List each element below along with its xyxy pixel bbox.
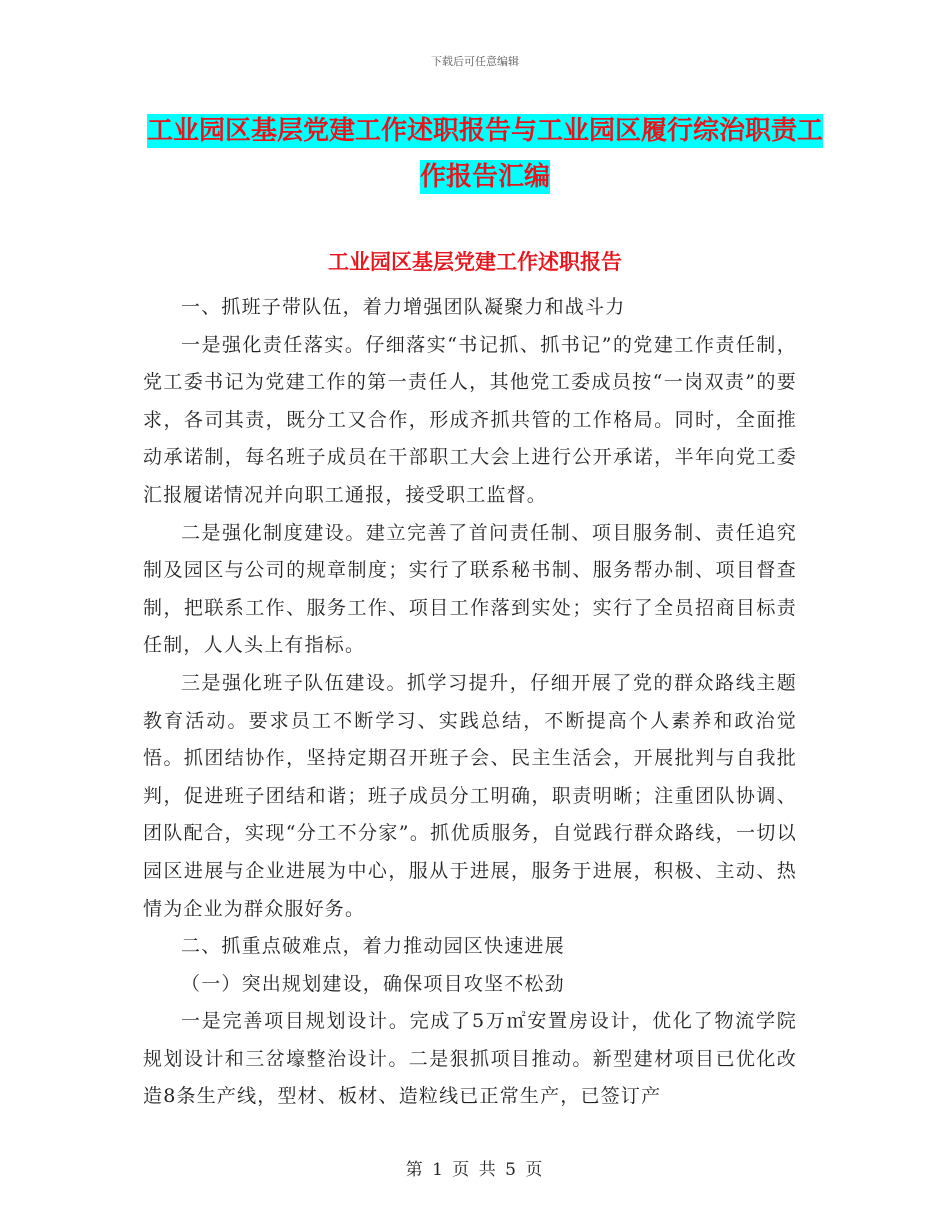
section-title: 工业园区基层党建工作述职报告: [328, 250, 622, 274]
main-title-text: 工业园区基层党建工作述职报告与工业园区履行综治职责工作报告汇编: [146, 116, 823, 192]
paragraph-heading-1: 一、抓班子带队伍，着力增强团队凝聚力和战斗力: [181, 296, 626, 318]
header-note: 下载后可任意编辑: [431, 55, 519, 68]
document-main-title: [140, 108, 830, 200]
body-text: [143, 289, 797, 1116]
paragraph: 二是强化制度建设。建立完善了首问责任制、项目服务制、责任追究制及园区与公司的规章制度；实行了联系秘书制、服务帮办制、项目督查制，把联系工作、服务工作、项目工作落到实处；实行了全员招商目标责任制，人人头上有指标。: [143, 521, 797, 657]
page-footer: 第 1 页 共 5 页: [405, 1160, 545, 1180]
paragraph: 一是完善项目规划设计。完成了5万㎡安置房设计，优化了物流学院规划设计和三岔壕整治设计。二是狠抓项目推动。新型建材项目已优化改造8条生产线，型材、板材、造粒线已正常生产，已签订产: [143, 1010, 797, 1108]
paragraph-heading-2: 二、抓重点破难点，着力推动园区快速进展: [181, 935, 565, 958]
paragraph: 三是强化班子队伍建设。抓学习提升，仔细开展了党的群众路线主题教育活动。要求员工不断学习、实践总结，不断提高个人素养和政治觉悟。抓团结协作，坚持定期召开班子会、民主生活会，开展批判与自我批判，促进班子团结和谐；班子成员分工明确，职责明晰；注重团队协调、团队配合，实现“分工不分家”。抓优质服务，自觉践行群众路线，一切以园区进展与企业进展为中心，服从于进展，服务于进展，积极、主动、热情为企业为群众服好务。: [143, 671, 797, 920]
paragraph: 一是强化责任落实。仔细落实“书记抓、抓书记”的党建工作责任制，党工委书记为党建工作的第一责任人，其他党工委成员按“一岗双责”的要求，各司其责，既分工又合作，形成齐抓共管的工作格局。同时，全面推动承诺制，每名班子成员在干部职工大会上进行公开承诺，半年向党工委汇报履诺情况并向职工通报，接受职工监督。: [143, 333, 797, 506]
paragraph-subheading: （一）突出规划建设，确保项目攻坚不松劲: [181, 972, 565, 995]
